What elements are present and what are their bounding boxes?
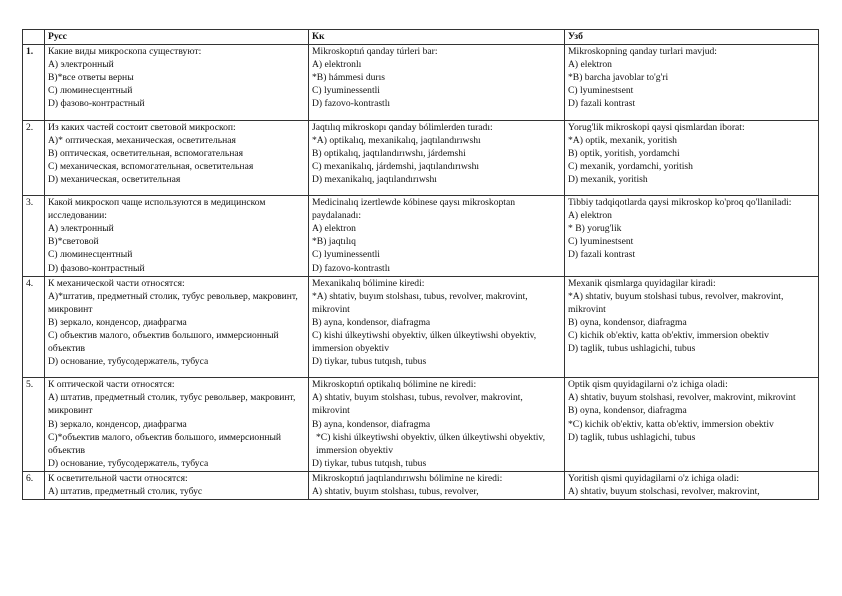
answer-option: В)*световой [48, 236, 99, 248]
answer-option: A) shtativ, buyum stolschasi, revolver, makrovint, [568, 486, 760, 497]
question-text: Yoritish qismi quyidagilarni o'z ichiga oladi: [568, 472, 740, 484]
answer-option: C) kichik ob'ektiv, katta ob'ektiv, immersion obektiv [568, 329, 769, 341]
answer-option: * B) yorug'lik [568, 223, 622, 235]
answer-option: D) taglik, tubus ushlagichi, tubus [568, 431, 696, 443]
answer-option: D) tiykar, tubus tutqısh, tubus [312, 356, 427, 368]
answer-option: В)*все ответы верны [48, 72, 134, 84]
question-cell-ru [45, 276, 309, 378]
question-text: Mikroskopning qanday turlari mavjud: [568, 46, 717, 58]
question-number: 1. [23, 45, 45, 120]
question-cell-kk [309, 196, 565, 277]
answer-option: *C) kichik ob'ektiv, katta ob'ektiv, immersion obektiv [568, 418, 774, 430]
question-cell-kk [309, 276, 565, 378]
header-uzbek: Узб [565, 30, 819, 45]
answer-option: А) штатив, предметный столик, тубус [48, 486, 203, 497]
answer-option: D) основание, тубусодержатель, тубуса [48, 356, 209, 368]
header-russian: Русс [45, 30, 309, 45]
answer-option: B) oyna, kondensor, diafragma [568, 405, 687, 417]
answer-option: С) люминесцентный [48, 85, 133, 97]
question-number: 5. [23, 378, 45, 472]
question-cell-uz [565, 45, 819, 120]
question-text: Tibbiy tadqiqotlarda qaysi mikroskop ko'proq qo'llaniladi: [568, 197, 792, 209]
answer-option: D) фазово-контрастный [48, 98, 145, 110]
question-cell-ru [45, 378, 309, 472]
question-text: Yorug'lik mikroskopi qaysi qismlardan iborat: [568, 121, 745, 133]
answer-option: C) lyuminestsent [568, 236, 634, 248]
question-text: Jaqtılıq mikroskopı qanday bólimlerden turadı: [312, 121, 493, 133]
question-row [23, 196, 819, 277]
question-cell-uz [565, 120, 819, 195]
answer-option: C) mexanik, yordamchi, yoritish [568, 160, 693, 172]
answer-option: *B) barcha javoblar to'g'ri [568, 72, 669, 84]
answer-option: C) lyuminessentli [312, 85, 380, 97]
answer-option: В) зеркало, конденсор, диафрагма [48, 316, 187, 328]
answer-option: B) ayna, kondensor, diafragma [312, 316, 431, 328]
question-row [23, 45, 819, 120]
answer-option: *B) hámmesi durıs [312, 72, 386, 84]
answer-option: D) fazovo-kontrastlı [312, 262, 391, 274]
question-row [23, 471, 819, 499]
question-text: Какие виды микроскопа существуют: [48, 46, 202, 58]
answer-option: С) механическая, вспомогательная, осветительная [48, 160, 254, 172]
question-cell-ru [45, 120, 309, 195]
question-cell-kk [309, 45, 565, 120]
question-text: Mikroskoptıń jaqtılandırıwshı bólimine ne kiredi: [312, 472, 503, 484]
answer-option: A) elektron [568, 59, 612, 71]
question-text: Medicinalıq izertlewde kóbinese qaysı mikroskoptan paydalanadı: [312, 197, 516, 222]
answer-option: A) shtativ, buyım stolshası, tubus, revolver, [312, 486, 479, 497]
answer-option: B) optik, yoritish, yordamchi [568, 147, 680, 159]
question-number: 2. [23, 120, 45, 195]
answer-option: С)*объектив малого, объектив большого, иммерсионный объектив [48, 431, 282, 456]
questions-table [22, 29, 819, 500]
answer-option: B) ayna, kondensor, diafragma [312, 418, 431, 430]
answer-option: A) shtativ, buyum stolshasi, revolver, makrovint, mikrovint [568, 392, 796, 404]
answer-option: А)* оптическая, механическая, осветительная [48, 134, 236, 146]
question-text: Из каких частей состоит световой микроскоп: [48, 121, 236, 133]
question-cell-kk [309, 378, 565, 472]
question-text: К осветительной части относятся: [48, 472, 188, 484]
answer-option: D) mexanik, yoritish [568, 173, 648, 185]
answer-option: D) fazovo-kontrastlı [312, 98, 391, 110]
question-text: К оптической части относятся: [48, 379, 175, 391]
answer-option: В) зеркало, конденсор, диафрагма [48, 418, 187, 430]
question-number: 6. [23, 471, 45, 499]
answer-option: D) taglik, tubus ushlagichi, tubus [568, 343, 696, 355]
question-cell-uz [565, 196, 819, 277]
answer-option: D) fazali kontrast [568, 249, 636, 261]
answer-option: C) lyuminestsent [568, 85, 634, 97]
answer-option: C) lyuminessentli [312, 249, 380, 261]
question-text: Какой микроскоп чаще используются в медицинском исследовании: [48, 197, 266, 222]
questions-body [23, 45, 819, 500]
answer-option: С) люминесцентный [48, 249, 133, 261]
question-number: 4. [23, 276, 45, 378]
question-text: Optik qism quyidagilarni o'z ichiga oladi: [568, 379, 728, 391]
question-cell-uz [565, 276, 819, 378]
question-row [23, 378, 819, 472]
answer-option: A) elektron [312, 223, 356, 235]
answer-option: *C) kishi úlkeytiwshi obyektiv, úlken úlkeytiwshi obyektiv, immersion obyektiv [316, 431, 545, 456]
answer-option: A) elektron [568, 210, 612, 222]
question-text: Mikroskoptıń optikalıq bólimine ne kiredi: [312, 379, 477, 391]
answer-option: D) фазово-контрастный [48, 262, 145, 274]
question-cell-uz [565, 471, 819, 499]
question-cell-ru [45, 45, 309, 120]
answer-option: А) электронный [48, 223, 114, 235]
question-cell-uz [565, 378, 819, 472]
answer-option: D) основание, тубусодержатель, тубуса [48, 457, 209, 469]
answer-option: B) optikalıq, jaqtılandırıwshı, járdemshi [312, 147, 466, 159]
question-text: Mikroskoptıń qanday túrleri bar: [312, 46, 438, 58]
header-karakalpak: Кк [309, 30, 565, 45]
answer-option: A) shtativ, buyım stolshası, tubus, revolver, makrovint, mikrovint [312, 392, 523, 417]
question-row [23, 120, 819, 195]
answer-option: A) elektronlı [312, 59, 362, 71]
header-num [23, 30, 45, 45]
answer-option: С) объектив малого, объектив большого, иммерсионный объектив [48, 329, 279, 355]
answer-option: D) tiykar, tubus tutqısh, tubus [312, 457, 427, 469]
answer-option: D) fazali kontrast [568, 98, 636, 110]
question-text: К механической части относятся: [48, 277, 185, 289]
question-number: 3. [23, 196, 45, 277]
answer-option: D) механическая, осветительная [48, 173, 181, 185]
question-text: Mexanikalıq bólimine kiredi: [312, 277, 425, 289]
answer-option: А)*штатив, предметный столик, тубус револьвер, макровинт, микровинт [48, 290, 298, 315]
answer-option: C) kishi úlkeytiwshi obyektiv, úlken úlkeytiwshi obyektiv, immersion obyektiv [312, 329, 537, 355]
question-cell-ru [45, 196, 309, 277]
answer-option: C) mexanikalıq, járdemshi, jaqtılandırıwshı [312, 160, 480, 172]
answer-option: *A) shtativ, buyım stolshası, tubus, revolver, makrovint, mikrovint [312, 290, 528, 315]
question-text: Mexanik qismlarga quyidagilar kiradi: [568, 277, 716, 289]
answer-option: *A) shtativ, buyum stolshasi tubus, revolver, makrovint, mikrovint [568, 290, 784, 315]
question-cell-kk [309, 471, 565, 499]
question-cell-kk [309, 120, 565, 195]
answer-option: *B) jaqtılıq [312, 236, 356, 248]
answer-option: А) штатив, предметный столик, тубус револьвер, макровинт, микровинт [48, 392, 296, 417]
answer-option: D) mexanikalıq, jaqtılandırıwshı [312, 173, 437, 185]
answer-option: А) электронный [48, 59, 114, 71]
answer-option: *A) optik, mexanik, yoritish [568, 134, 677, 146]
question-row [23, 276, 819, 378]
answer-option: B) oyna, kondensor, diafragma [568, 316, 687, 328]
answer-option: *A) optikalıq, mexanikalıq, jaqtılandırıwshı [312, 134, 481, 146]
header-row [23, 30, 819, 45]
question-cell-ru [45, 471, 309, 499]
answer-option: В) оптическая, осветительная, вспомогательная [48, 147, 244, 159]
